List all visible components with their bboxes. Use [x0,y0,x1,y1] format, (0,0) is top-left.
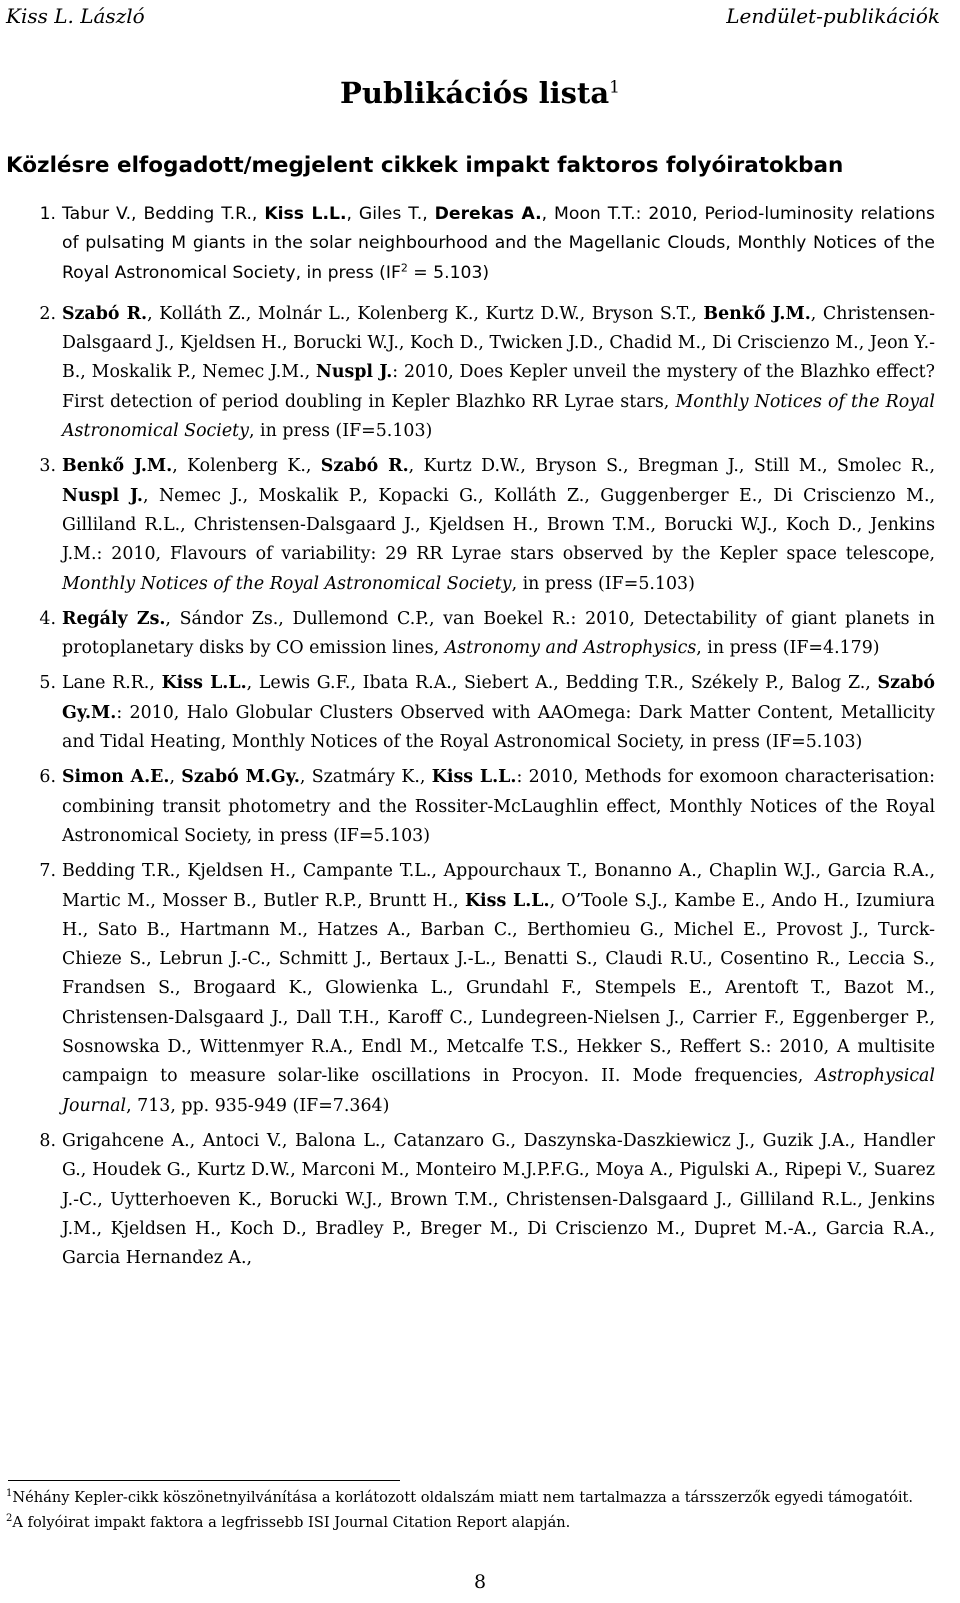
highlighted-author: Kiss L.L. [464,890,550,911]
page-title-text: Publikációs lista [340,76,610,110]
highlighted-author: Benkő J.M. [703,303,811,324]
publication-citation [62,456,935,593]
publication-item [6,452,935,598]
publication-item [6,1127,935,1273]
highlighted-author: Szabó R. [320,456,409,477]
citation-text: Lane R.R., [62,673,162,694]
citation-text: : 2010, Halo Globular Clusters Observed with AAOmega: Dark Matter Content, Metallicity and Tidal Heating, Monthly Notices of the Royal Astronomical Society, in press (IF=5.103) [62,702,935,753]
publication-list [6,200,935,1279]
journal-name: Astrophysical Journal [62,1066,935,1116]
publication-citation [62,673,935,752]
highlighted-author: Nuspl J. [62,485,143,506]
citation-text: Grigahcene A., Antoci V., Balona L., Catanzaro G., Daszynska-Daszkiewicz J., Guzik J.A., Handler G., Houdek G., Kurtz D.W., Marconi M., Monteiro M.J.P.F.G., Moya A., Pigulski A., Ripepi V., Suarez J.-C., Uytterhoeven K., Borucki W.J., Brown T.M., Christensen-Dalsgaard J., Gilliland R.L., Jenkins J.M., Kjeldsen H., Koch D., Bradley P., Breger M., Di Criscienzo M., Dupret M.-A., Garcia R.A., Garcia Hernandez A., [62,1130,935,1269]
citation-text: , [169,767,182,788]
publication-number: 8. [39,1130,56,1151]
publication-citation [62,304,935,441]
highlighted-author: Derekas A. [434,204,542,224]
publication-item [6,857,935,1121]
publication-citation [62,609,935,658]
citation-text: = 5.103) [407,262,490,283]
publication-number: 3. [39,456,56,477]
highlighted-author: Kiss L.L. [431,767,517,788]
journal-name: Monthly Notices of the Royal Astronomical Society [62,573,512,594]
publication-number: 7. [39,861,56,882]
footnote-text: A folyóirat impakt faktora a legfrissebb ISI Journal Citation Report alapján. [12,1514,571,1531]
publication-item [6,763,935,851]
citation-text: , Sándor Zs., Dullemond C.P., van Boekel R.: 2010, Detectability of giant planets in protoplanetary disks by CO emission lines, [62,608,935,659]
publication-number: 6. [39,767,56,788]
section-heading: Közlésre elfogadott/megjelent cikkek impakt faktoros folyóiratokban [6,153,844,178]
highlighted-author: Kiss L.L. [264,204,347,224]
citation-text: , Moon T.T.: 2010, Period-luminosity relations of pulsating M giants in the solar neighbourhood and the Magellanic Clouds, Monthly Notices of the Royal Astronomical Society, in press (IF [62,204,935,283]
citation-text: , in press (IF=5.103) [248,421,433,442]
highlighted-author: Szabó Gy.M. [62,673,935,723]
footnote-text: Néhány Kepler-cikk köszönetnyilvánítása a korlátozott oldalszám miatt nem tartalmazza a társszerzők egyedi támogatóit. [12,1489,914,1506]
publication-citation [62,861,935,1115]
footnote [6,1485,936,1510]
page-number: 8 [473,1571,487,1593]
journal-name: Monthly Notices of the Royal Astronomical Society [62,391,935,442]
publication-number: 1. [39,204,56,224]
footnote-divider [8,1480,400,1481]
highlighted-author: Simon A.E. [62,767,170,788]
header-category: Lendület-publikációk [726,4,940,28]
publication-citation [62,1131,935,1268]
citation-text: , Kurtz D.W., Bryson S., Bregman J., Still M., Smolec R., [408,456,935,477]
page-title [0,76,960,110]
header-author: Kiss L. László [6,4,145,28]
footnote-mark: 1 [6,1488,13,1500]
citation-text: , 713, pp. 935-949 (IF=7.364) [126,1095,390,1116]
citation-text: , Kolláth Z., Molnár L., Kolenberg K., Kurtz D.W., Bryson S.T., [147,303,704,324]
footnote [6,1510,936,1535]
citation-text: , Nemec J., Moskalik P., Kopacki G., Kolláth Z., Guggenberger E., Di Criscienzo M., Gilliland R.L., Christensen-Dalsgaard J., Kjeldsen H., Brown T.M., Borucki W.J., Koch D., Jenkins J.M.: 2010, Flavours of variability: 29 RR Lyrae stars observed by the Kepler space telescope, [62,485,935,565]
publication-item [6,200,935,288]
running-header [6,4,940,32]
highlighted-author: Nuspl J. [315,362,393,383]
citation-text: , O’Toole S.J., Kambe E., Ando H., Izumiura H., Sato B., Hartmann M., Hatzes A., Barban C., Berthomieu G., Michel E., Provost J., Turck-Chieze S., Lebrun J.-C., Schmitt J., Bertaux J.-L., Benatti S., Claudi R.U., Cosentino R., Leccia S., Frandsen S., Brogaard K., Glowienka L., Grundahl F., Stempels E., Arentoft T., Bazot M., Christensen-Dalsgaard J., Dall T.H., Karoff C., Lundegreen-Nielsen J., Carrier F., Eggenberger P., Sosnowska D., Wittenmyer R.A., Endl M., Metcalfe T.S., Hekker S., Reffert S.: 2010, A multisite campaign to measure solar-like oscillations in Procyon. II. Mode frequencies, [62,890,936,1087]
publication-number: 5. [39,673,56,694]
citation-text: Tabur V., Bedding T.R., [62,204,265,224]
footnotes [6,1485,936,1535]
publication-item [6,605,935,664]
citation-text: : 2010, Methods for exomoon characterisation: combining transit photometry and the Rossiter-McLaughlin effect, Monthly Notices of the Royal Astronomical Society, in press (IF=5.103) [62,767,935,846]
highlighted-author: Szabó R. [62,303,148,324]
citation-text: : 2010, Does Kepler unveil the mystery of the Blazhko effect? First detection of period doubling in Kepler Blazhko RR Lyrae stars, [62,362,935,412]
footnote-mark: 2 [400,260,408,274]
publication-number: 4. [39,608,56,629]
journal-name: Astronomy and Astrophysics [444,638,697,659]
publication-number: 2. [39,303,56,324]
publication-citation [62,204,935,283]
citation-text: , in press (IF=5.103) [511,573,695,594]
citation-text: Bedding T.R., Kjeldsen H., Campante T.L., Appourchaux T., Bonanno A., Chaplin W.J., Garcia R.A., Martic M., Mosser B., Butler R.P., Bruntt H., [62,861,935,911]
publication-item [6,669,935,757]
citation-text: , Christensen-Dalsgaard J., Kjeldsen H., Borucki W.J., Koch D., Twicken J.D., Chadid M., Di Criscienzo M., Jeon Y.-B., Moskalik P., Nemec J.M., [62,303,935,383]
footnote-mark: 1 [609,77,620,98]
highlighted-author: Regály Zs. [62,608,166,629]
highlighted-author: Kiss L.L. [161,673,247,694]
citation-text: , in press (IF=4.179) [696,638,880,659]
footnote-mark: 2 [6,1513,13,1525]
citation-text: , Lewis G.F., Ibata R.A., Siebert A., Bedding T.R., Székely P., Balog Z., [246,673,878,694]
publication-item [6,300,935,446]
highlighted-author: Szabó M.Gy. [181,767,300,788]
highlighted-author: Benkő J.M. [62,456,173,477]
publication-citation [62,767,935,846]
citation-text: , Kolenberg K., [172,456,321,477]
citation-text: , Szatmáry K., [299,767,432,788]
citation-text: , Giles T., [346,204,435,224]
